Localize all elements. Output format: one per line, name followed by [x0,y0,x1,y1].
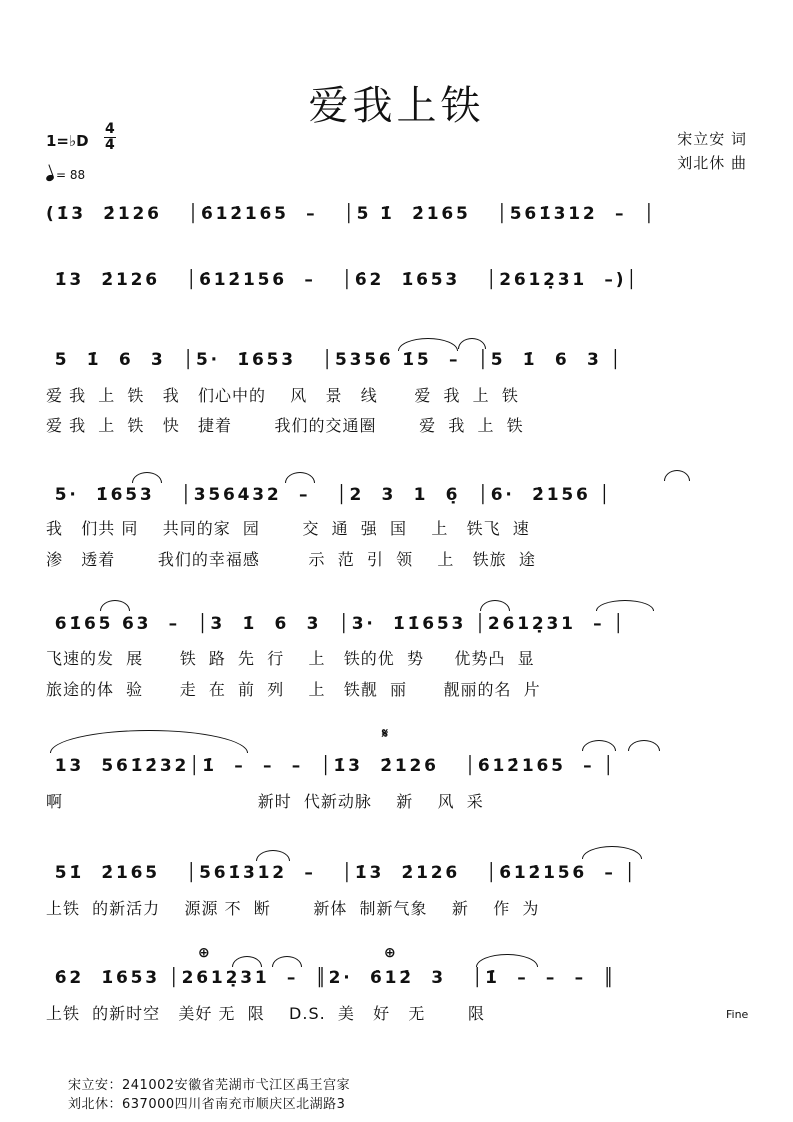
slur-mark [596,600,654,611]
coda-sign: ⊕ [198,945,210,961]
score-row-2: 1̇3 2̇126 │6̇12̇156 – │6̇2 1̇653 │2612̣31 –)│ [46,270,640,290]
lyric-row-5-verse-2: 旅途的体 验 走 在 前 列 上 铁靓 丽 靓丽的名 片 [46,680,541,699]
score-row-5: 61̇65 63 – │3 1̇ 6 3 │3· 1̇1̇653 │2612̣31 – │ [46,614,627,634]
coda-sign: ⊕ [384,945,396,961]
time-signature-bottom: 4 [105,137,115,153]
lyric-row-4-verse-1: 我 们共 同 共同的家 园 交 通 强 国 上 铁飞 速 [46,519,530,538]
quarter-note-icon [45,174,55,182]
key-signature: 1=♭D [46,132,89,150]
slur-mark [272,956,302,967]
song-title: 爱我上铁 [308,83,485,129]
tempo-marking [46,168,85,182]
score-row-1: (1̇3 2̇126 │6̇12̇165 – │5 1̇ 2̇165 │561̇312 – │ [46,204,657,224]
slur-mark [398,338,458,351]
slur-mark [256,850,290,861]
slur-mark [132,472,162,483]
lyric-row-7: 上铁 的新活力 源源 不 断 新体 制新气象 新 作 为 [46,899,540,918]
time-signature-top: 4 [105,121,115,137]
slur-mark [582,740,616,751]
segno-sign: 𝄋 [382,726,389,742]
lyric-row-4-verse-2: 渗 透着 我们的幸福感 示 范 引 领 上 铁旅 途 [46,550,536,569]
score-row-6: 13 561̇2̇32│1̇ – – – │1̇3 2̇126 │6̇12̇165 – │ [46,756,617,776]
composer-credit: 刘北休 曲 [677,154,747,172]
lyric-row-6: 啊 新时 代新动脉 新 风 采 [46,792,484,811]
slur-mark [628,740,660,751]
lyricist-credit: 宋立安 词 [677,130,747,148]
composer-address: 刘北休：637000四川省南充市顺庆区北湖路3 [68,1097,346,1112]
slur-mark [458,338,486,349]
time-signature [104,122,116,153]
score-row-3: 5 1̇ 6 3 │5· 1̇653 │5356 1̇5 – │5 1̇ 6 3 │ [46,350,624,370]
lyricist-address: 宋立安：241002安徽省芜湖市弋江区禹王宫家 [68,1078,351,1093]
fine-marking: Fine [726,1008,749,1021]
lyric-row-8: 上铁 的新时空 美好 无 限 D.S. 美 好 无 限 [46,1004,485,1023]
slur-mark [285,472,315,483]
score-row-8: 6̇2 1̇653 │2612̣31 – ║2· 6̇12̇ 3 │1̇ – – – ║ [46,968,617,988]
slur-mark [582,846,642,859]
score-row-7: 51̇ 2̇165 │561̇312 – │1̇3 2̇126 │6̇12̇156 – │ [46,863,638,883]
lyric-row-3-verse-2: 爱 我 上 铁 快 捷着 我们的交通圈 爱 我 上 铁 [46,416,524,435]
slur-mark [476,954,538,967]
slur-mark [664,470,690,481]
slur-mark [50,730,248,753]
lyric-row-5-verse-1: 飞速的发 展 铁 路 先 行 上 铁的优 势 优势凸 显 [46,649,535,668]
slur-mark [480,600,510,611]
lyric-row-3-verse-1: 爱 我 上 铁 我 们心中的 风 景 线 爱 我 上 铁 [46,386,519,405]
tempo-value: = 88 [56,168,86,182]
score-row-4: 5· 1̇653 │356432 – │2 3 1 6̣ │6· 2̇156 │ [46,485,613,505]
slur-mark [100,600,130,611]
slur-mark [232,956,262,967]
